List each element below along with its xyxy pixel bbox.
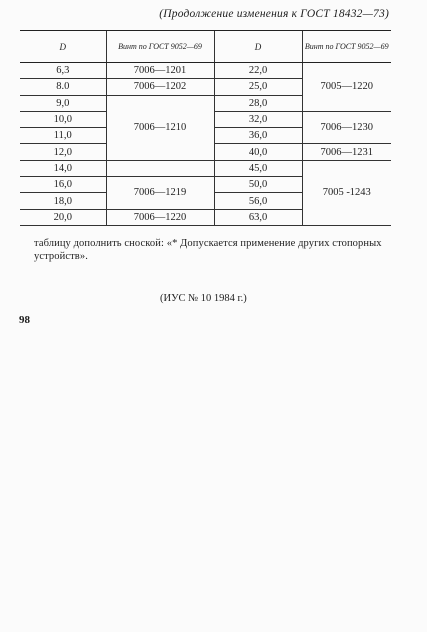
vint-cell: 7006—1202: [106, 79, 214, 95]
d-cell: 18,0: [20, 193, 106, 209]
vint-cell: 7005—1220: [302, 63, 391, 112]
col-header-vint: Винт по ГОСТ 9052—69: [106, 31, 214, 63]
d-cell: 22,0: [214, 63, 302, 79]
screw-table: [20, 30, 391, 226]
d-cell: 11,0: [20, 128, 106, 144]
d-cell: 10,0: [20, 111, 106, 127]
vint-cell: 7006—1201: [106, 63, 214, 79]
d-cell: 36,0: [214, 128, 302, 144]
d-cell: 50,0: [214, 177, 302, 193]
d-cell: 6,3: [20, 63, 106, 79]
d-cell: 12,0: [20, 144, 106, 160]
vint-cell-empty: [106, 160, 214, 176]
d-cell: 9,0: [20, 95, 106, 111]
vint-cell: 7006—1220: [106, 209, 214, 225]
d-cell: 25,0: [214, 79, 302, 95]
d-cell: 16,0: [20, 177, 106, 193]
vint-cell: 7006—1219: [106, 177, 214, 210]
d-cell: 8.0: [20, 79, 106, 95]
vint-cell: 7005 -1243: [302, 160, 391, 225]
vint-cell: 7006—1231: [302, 144, 391, 160]
vint-cell: 7006—1230: [302, 111, 391, 144]
d-cell: 56,0: [214, 193, 302, 209]
continuation-header: (Продолжение изменения к ГОСТ 18432—73): [159, 8, 389, 20]
d-cell: 40,0: [214, 144, 302, 160]
col-header-d: D: [20, 31, 106, 63]
table-row: [20, 63, 391, 79]
table-row: [20, 160, 391, 176]
source-reference: (ИУС № 10 1984 г.): [160, 293, 247, 304]
col-header-d: D: [214, 31, 302, 63]
d-cell: 20,0: [20, 209, 106, 225]
col-header-vint: Винт по ГОСТ 9052—69: [302, 31, 391, 63]
d-cell: 63,0: [214, 209, 302, 225]
page-number: 98: [19, 314, 30, 326]
d-cell: 32,0: [214, 111, 302, 127]
d-cell: 14,0: [20, 160, 106, 176]
d-cell: 45,0: [214, 160, 302, 176]
footnote-amendment: таблицу дополнить сноской: «* Допускается применение других стопорных устройств».: [34, 238, 382, 262]
table-header-row: [20, 31, 391, 63]
d-cell: 28,0: [214, 95, 302, 111]
vint-cell: 7006—1210: [106, 95, 214, 160]
